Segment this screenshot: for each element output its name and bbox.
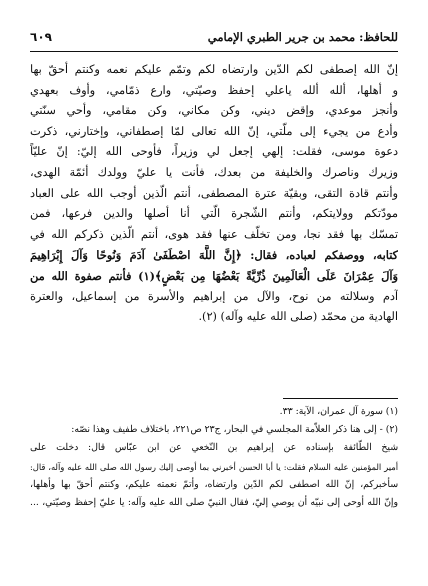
text-line: مودّتكم وولايتكم، وأنتم الشّجرة الّتي أنا أصلها والدين فرعها، فمن — [30, 207, 398, 221]
running-title: للحافظ: محمد بن جرير الطبري الإمامي — [207, 30, 398, 44]
footnote-quote-line: أمير المؤمنين عليه السلام فقلت: يا أبا الحسن أخبرني بما أوصى إليك رسول الله صلى الله عليه وآله، قال: — [30, 461, 398, 472]
text-line: وأنتم قادة التقى، وبقيّة عترة المصطفى، أنتم الّذين أوجب الله على العباد — [30, 186, 398, 200]
text-line: الهادية من محمّد (صلى الله عليه وآله) (٢). — [198, 310, 398, 324]
quran-verse-line: كتابه، ووصفكم لعباده، فقال: ﴿إِنَّ اللَّهَ اصْطَفَىٰ آدَمَ وَنُوحًا وَآلَ إِبْرَاهِيمَ — [30, 248, 398, 263]
footnote-separator — [283, 398, 398, 399]
text-line: وأدع من يجيء إلى ملّتي، إنّ الله تعالى لمّا إصطفاني، وإختارني، ذكرت — [30, 124, 398, 138]
footnote-quote-line: وإنّ الله أوحى إلى نبيّه أن يوصي إليّ، فقال النبيّ صلى الله عليه وآله: يا عليّ إحفظ وصيّتي، ... — [30, 497, 398, 509]
page-number: ٦٠٩ — [30, 30, 52, 44]
footnotes — [30, 403, 398, 512]
main-text — [30, 60, 398, 328]
text-line: و أهلها، ألله ألله ياعلي إحفظ وصيّتي، وارع ذمّامي، وأوف بعهدي — [30, 83, 398, 97]
text-line: وزيرك وناصرك والخليفة من بعدك، فأنت يا عليّ وولدك أئمّة الهدى، — [30, 165, 398, 179]
footnote-1: (١) سورة آل عمران، الآية: ٣٣. — [279, 406, 398, 417]
text-line: إنّ الله إصطفى لكم الدّين وارتضاه لكم وتمّم عليكم نعمه وكنتم أحقّ بها — [30, 63, 398, 76]
quran-verse-line: وَآلَ عِمْرَانَ عَلَى الْعَالَمِينَ ذُرِّيَّةً بَعْضُهَا مِن بَعْضٍ﴾(١) فأنتم صفوة الله من — [30, 268, 398, 283]
running-header — [30, 26, 398, 52]
footnote-quote-line: شيخ الطّائفة بإسناده عن إبراهيم بن النّخعي عن ابن عبّاس قال: دخلت على — [30, 442, 398, 454]
footnote-2: (٢) - إلى هنا ذكر العلاّمة المجلسي في البحار، ج٢٣ ص٢٢١، باختلاف طفيف وهذا نصّه: — [71, 424, 398, 436]
text-line: آدم وسلالته من نوح، والآل من إبراهيم والأسرة من إسماعيل، والعترة — [30, 289, 398, 303]
footnote-quote-line: سأخبركم، إنّ الله اصطفى لكم الدّين وارتضاه، وأتمّ نعمته عليكم، وكنتم أحقّ بها وأهلها، — [30, 478, 398, 490]
text-line: وأنجز موعدي، وإقض ديني، وكن مكاني، وكن مقامي، وأحي سنّتي — [30, 104, 398, 118]
main-paragraph — [30, 60, 398, 328]
text-line: دعوة موسى، فقلت: إلهي إجعل لي وزيراً، فأوحى الله إليّ: إنّ عليّاً — [30, 145, 398, 159]
text-line: تمسّك بها فقد نجا، ومن تخلّف عنها فقد هوى، أنتم الّذين ذكركم الله في — [30, 227, 398, 241]
